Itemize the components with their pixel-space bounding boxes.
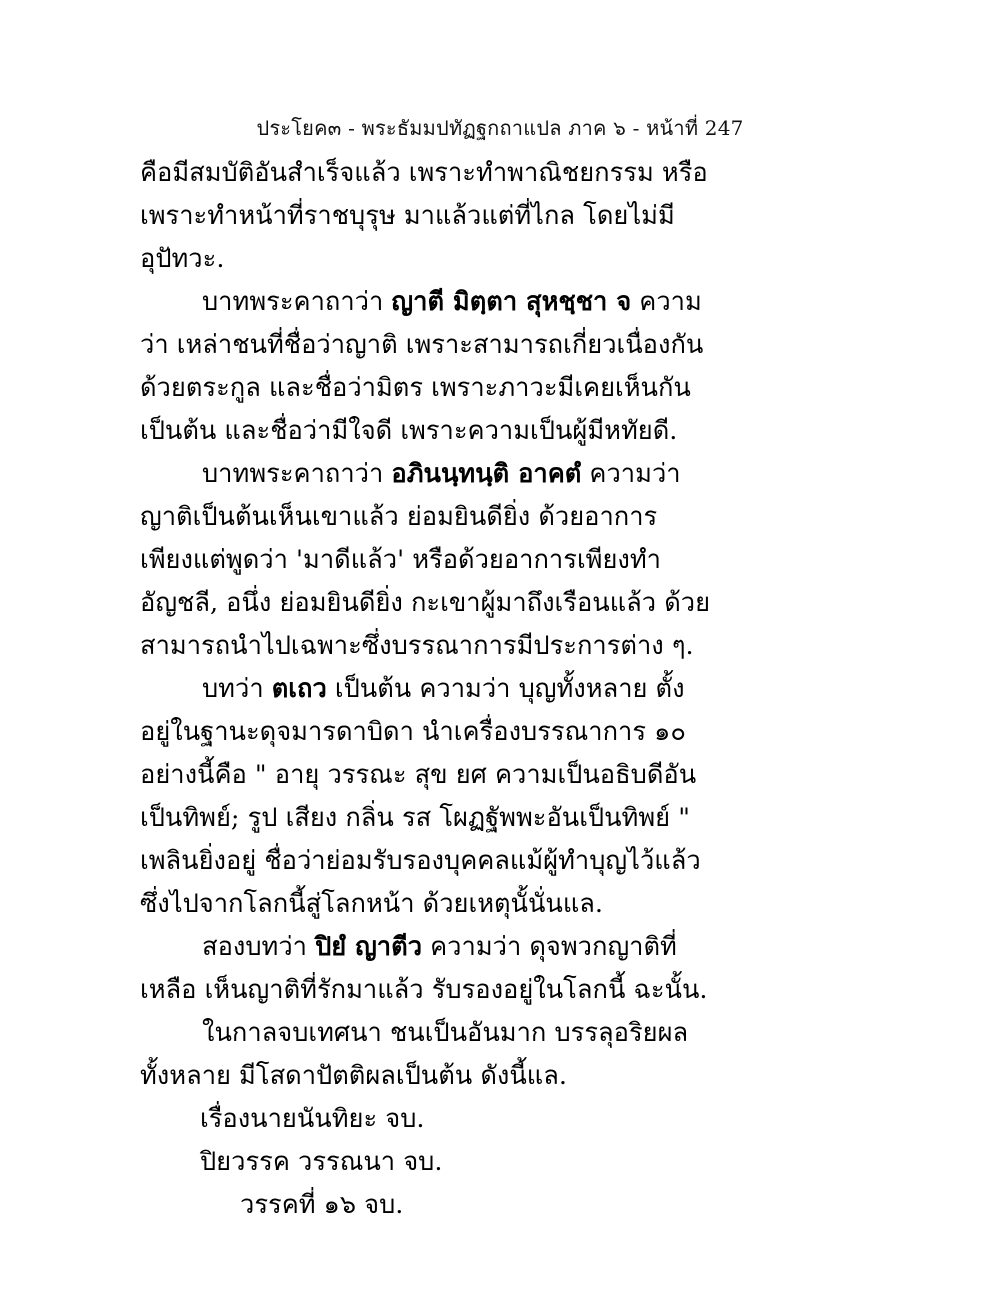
document-body (140, 152, 710, 1227)
paragraph-text: ในกาลจบเทศนา ชนเป็นอันมาก บรรลุอริยผลทั้งหลาย มีโสดาปัตติผลเป็นต้น ดังนี้แล. (140, 1018, 689, 1091)
paragraph-text: บาทพระคาถาว่า (202, 459, 392, 489)
paragraph (140, 152, 710, 281)
pali-term: ปิยํ ญาตีว (315, 932, 423, 962)
paragraph-text: ความว่า ดุจพวกญาติที่เหลือ เห็นญาติที่รักมาแล้ว รับรองอยู่ในโลกนี้ ฉะนั้น. (140, 932, 708, 1005)
running-head: ประโยค๓ - พระธัมมปทัฏฐกถาแปล ภาค ๖ - หน้าที่ 247 (256, 116, 744, 140)
paragraph (140, 453, 710, 668)
paragraph-text: ความว่า เหล่าชนที่ชื่อว่าญาติ เพราะสามารถเกี่ยวเนื่องกันด้วยตระกูล และชื่อว่ามิตร เพราะภาวะมีเคยเห็นกันเป็นต้น และชื่อว่ามีใจดี เพราะความเป็นผู้มีหทัยดี. (140, 287, 704, 446)
paragraph-text: บาทพระคาถาว่า (202, 287, 392, 317)
paragraph (140, 1012, 710, 1098)
paragraph-text: เป็นต้น ความว่า บุญทั้งหลาย ตั้งอยู่ในฐานะดุจมารดาบิดา นำเครื่องบรรณาการ ๑๐ อย่างนี้คือ " อายุ วรรณะ สุข ยศ ความเป็นอธิบดีอันเป็นทิพย์; รูป เสียง กลิ่น รส โผฏฐัพพะอันเป็นทิพย์ " เพลินยิ่งอยู่ ชื่อว่าย่อมรับรองบุคคลแม้ผู้ทำบุญไว้แล้ว ซึ่งไปจากโลกนี้สู่โลกหน้า ด้วยเหตุนั้นั่นแล. (140, 674, 701, 919)
closing-line: เรื่องนายนันทิยะ จบ. (200, 1104, 425, 1134)
pali-term: ญาตี มิตฺตา สุหชฺชา จ (391, 287, 632, 317)
paragraph (140, 926, 710, 1012)
paragraph (140, 281, 710, 453)
paragraph-text: ความว่า ญาติเป็นต้นเห็นเขาแล้ว ย่อมยินดียิ่ง ด้วยอาการเพียงแต่พูดว่า 'มาดีแล้ว' หรือด้วยอาการเพียงทำอัญชลี, อนึ่ง ย่อมยินดียิ่ง กะเขาผู้มาถึงเรือนแล้ว ด้วยสามารถนำไปเฉพาะซึ่งบรรณาการมีประการต่าง ๆ. (140, 459, 711, 661)
closing-line: วรรคที่ ๑๖ จบ. (240, 1190, 404, 1220)
paragraph-text: บทว่า (202, 674, 272, 704)
closing-line: ปิยวรรค วรรณนา จบ. (200, 1147, 443, 1177)
pali-term: ตเถว (271, 674, 327, 704)
paragraph-text: คือมีสมบัติอันสำเร็จแล้ว เพราะทำพาณิชยกรรม หรือเพราะทำหน้าที่ราชบุรุษ มาแล้วแต่ที่ไกล โดยไม่มีอุปัทวะ. (140, 158, 708, 274)
paragraph-text: สองบทว่า (202, 932, 316, 962)
pali-term: อภินนฺทนฺติ อาคตํ (391, 459, 582, 489)
paragraph (140, 668, 710, 926)
